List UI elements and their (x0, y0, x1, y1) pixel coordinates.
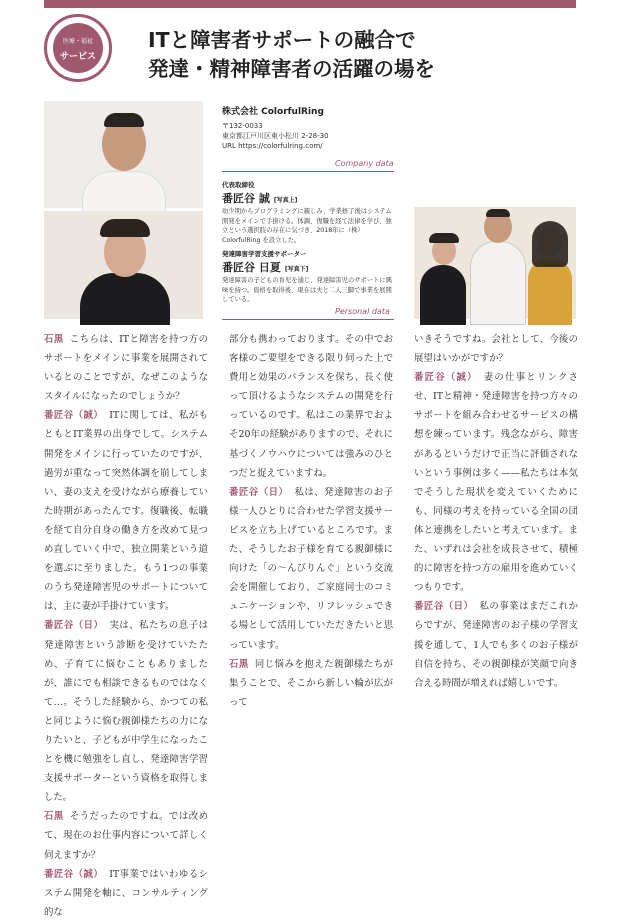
dialogue-paragraph (229, 655, 393, 712)
dialogue-paragraph (44, 616, 208, 807)
headline-line-1: ITと障害者サポートの融合で (148, 28, 416, 52)
photo-group (414, 207, 576, 319)
dialogue-text: 私は、発達障害のお子様一人ひとりに合わせた学習支援サービスを立ち上げているところです。また、そうしたお子様を育てる親御様に向けた「の〜んびりんぐ」という交流会を開催しており、ご家庭同士のコミュニケーションや、リフレッシュできる場として活用していただきたいと思っています。 (229, 486, 393, 651)
dialogue-paragraph (44, 330, 208, 406)
speaker-label: 石黒 (44, 811, 64, 823)
headline-line-2: 発達・精神障害者の活躍の場を (148, 57, 435, 81)
personal-data-label: Personal data (335, 307, 390, 316)
company-data-label: Company data (335, 159, 394, 168)
company-url[interactable]: URL https://colorfulring.com/ (222, 142, 323, 150)
speaker-label: 番匠谷（日） (44, 620, 104, 632)
speaker-label: 番匠谷（日） (229, 486, 289, 498)
dialogue-text: 部分も携わっております。その中でお客様のご要望をできる限り伺った上で費用と効果のバランスを保ち、長く使って頂けるようなシステムの開発を行っているのです。私はこの業界でおよそ20年の経験がありますので、それに基づくノウハウについては強みのひとつだと捉えていますね。 (229, 334, 393, 479)
hair-shape (100, 219, 150, 237)
speaker-label: 石黒 (44, 334, 64, 345)
person-2-name: 番匠谷 日夏 (222, 261, 281, 274)
category-badge (44, 14, 112, 82)
company-postal: 〒132-0033 (222, 122, 263, 130)
photo-representative (44, 101, 203, 208)
dialogue-paragraph (414, 330, 578, 368)
clothing-shape (80, 273, 170, 325)
person-1-photo-note: [写真上] (273, 197, 298, 204)
dialogue-paragraph (229, 330, 393, 483)
badge-seal (53, 23, 103, 73)
speaker-label: 石黒 (229, 658, 249, 670)
person-2-role: 発達障害学習支援サポーター (222, 250, 307, 258)
dialogue-text: IT事業ではいわゆるシステム開発を軸に、コンサルティング的な (44, 868, 208, 918)
person-left-hair (429, 233, 459, 243)
dialogue-paragraph (44, 865, 208, 922)
person-2-bio: 発達障害の子どもの育児を通じ、発達障害児のサポートに興味を持つ。資格を取得後、現在は夫と二人三脚で事業を展開している。 (222, 277, 393, 303)
company-name: 株式会社 ColorfulRing (222, 107, 324, 117)
person-1-name-line (222, 190, 297, 206)
dialogue-paragraph (229, 483, 393, 655)
dialogue-text: 実は、私たちの息子は発達障害という診断を受けていたため、子育てに悩むこともありましたが、誰にでも相談できるものではなくて…。そうした経験から、かつての私と同じように悩む親御様たちの力になりたいと、子どもが中学生になったことを機に勉強をし直し、発達障害学習支援サポーターという資格を取得しました。 (44, 620, 208, 804)
dialogue-text: そうだったのですね。では改めて、現在のお仕事内容について詳しく伺えますか？ (44, 811, 208, 861)
speaker-label: 番匠谷（誠） (44, 410, 104, 422)
hair-shape (104, 113, 144, 127)
badge-top-text: 医療・福祉 (62, 38, 93, 45)
person-center-hair (486, 209, 510, 217)
dialogue-text: ITに関しては、私がもともとIT業界の出身でして。システム開発をメインに行っていたのですが、過労が重なって突然体調を崩してしまい、妻の支えを受けながら療養していた時期があったんです。復職後、転職を経て自分自身の働き方を改めて見つめ直していく中で、独立開業という道を選ぶに至りました。もう1つの事業のうち発達障害児のサポートについては、主に妻が手掛けています。 (44, 410, 208, 613)
company-address: 東京都江戸川区東小松川 2-28-30 (222, 132, 329, 140)
person-right-hair (532, 221, 568, 267)
dialogue-paragraph (44, 807, 208, 864)
interview-column-1 (44, 330, 208, 922)
person-2-name-line (222, 259, 308, 275)
interview-column-3 (414, 330, 578, 693)
personal-data-rule (222, 319, 394, 320)
dialogue-text: いきそうですね。会社として、今後の展望はいかがですか？ (414, 334, 578, 365)
dialogue-text: 同じ悩みを抱えた親御様たちが集うことで、そこから新しい輪が広がって (229, 658, 393, 708)
photo-supporter (44, 211, 203, 319)
interview-column-2 (229, 330, 393, 712)
person-2-photo-note: [写真下] (284, 266, 309, 273)
person-right-body (528, 259, 572, 325)
dialogue-text: こちらは、ITと障害を持つ方のサポートをメインに事業を展開されているとのことですが、なぜこのようなスタイルになったのでしょうか？ (44, 334, 208, 403)
person-1-name: 番匠谷 誠 (222, 192, 270, 205)
speaker-label: 番匠谷（誠） (414, 372, 478, 384)
speaker-label: 番匠谷（誠） (44, 868, 104, 880)
top-accent-bar (44, 0, 576, 8)
dialogue-paragraph (414, 368, 578, 597)
speaker-label: 番匠谷（日） (414, 601, 474, 613)
dialogue-text: 私の事業はまだこれからですが、発達障害のお子様の学習支援を通して、1人でも多くのお子様が自信を持ち、その親御様が笑顔で向き合える時間が増えれば嬉しいです。 (414, 601, 578, 689)
person-left-body (420, 265, 466, 325)
person-1-bio: 幼少期からプログラミングに親しみ、学業修了後はシステム開発をメインで手掛ける。体調、復職を経て法律を学び、独立という選択肢の存在に気づき、2018年に（株）ColorfulRing を設立した。 (222, 208, 392, 244)
badge-category-label: サービス (59, 52, 96, 62)
dialogue-paragraph (44, 406, 208, 616)
dialogue-text: 妻の仕事とリンクさせ、ITと精神・発達障害を持つ方々のサポートを組み合わせるサービスの構想を練っています。残念ながら、障害があるというだけで正当に評価されないという事例は多く——私たちは本気でそうした現状を変えていくためにも、同様の考えを持っている全国の団体と連携をしたいと考えています。また、いずれは会社を成長させて、積極的に障害を持つ方の雇用を進めていくつもりです。 (414, 372, 578, 594)
company-data-rule (222, 171, 394, 172)
person-center-body (470, 241, 526, 325)
article-headline (148, 26, 568, 84)
dialogue-paragraph (414, 597, 578, 692)
person-1-role: 代表取締役 (222, 181, 255, 189)
